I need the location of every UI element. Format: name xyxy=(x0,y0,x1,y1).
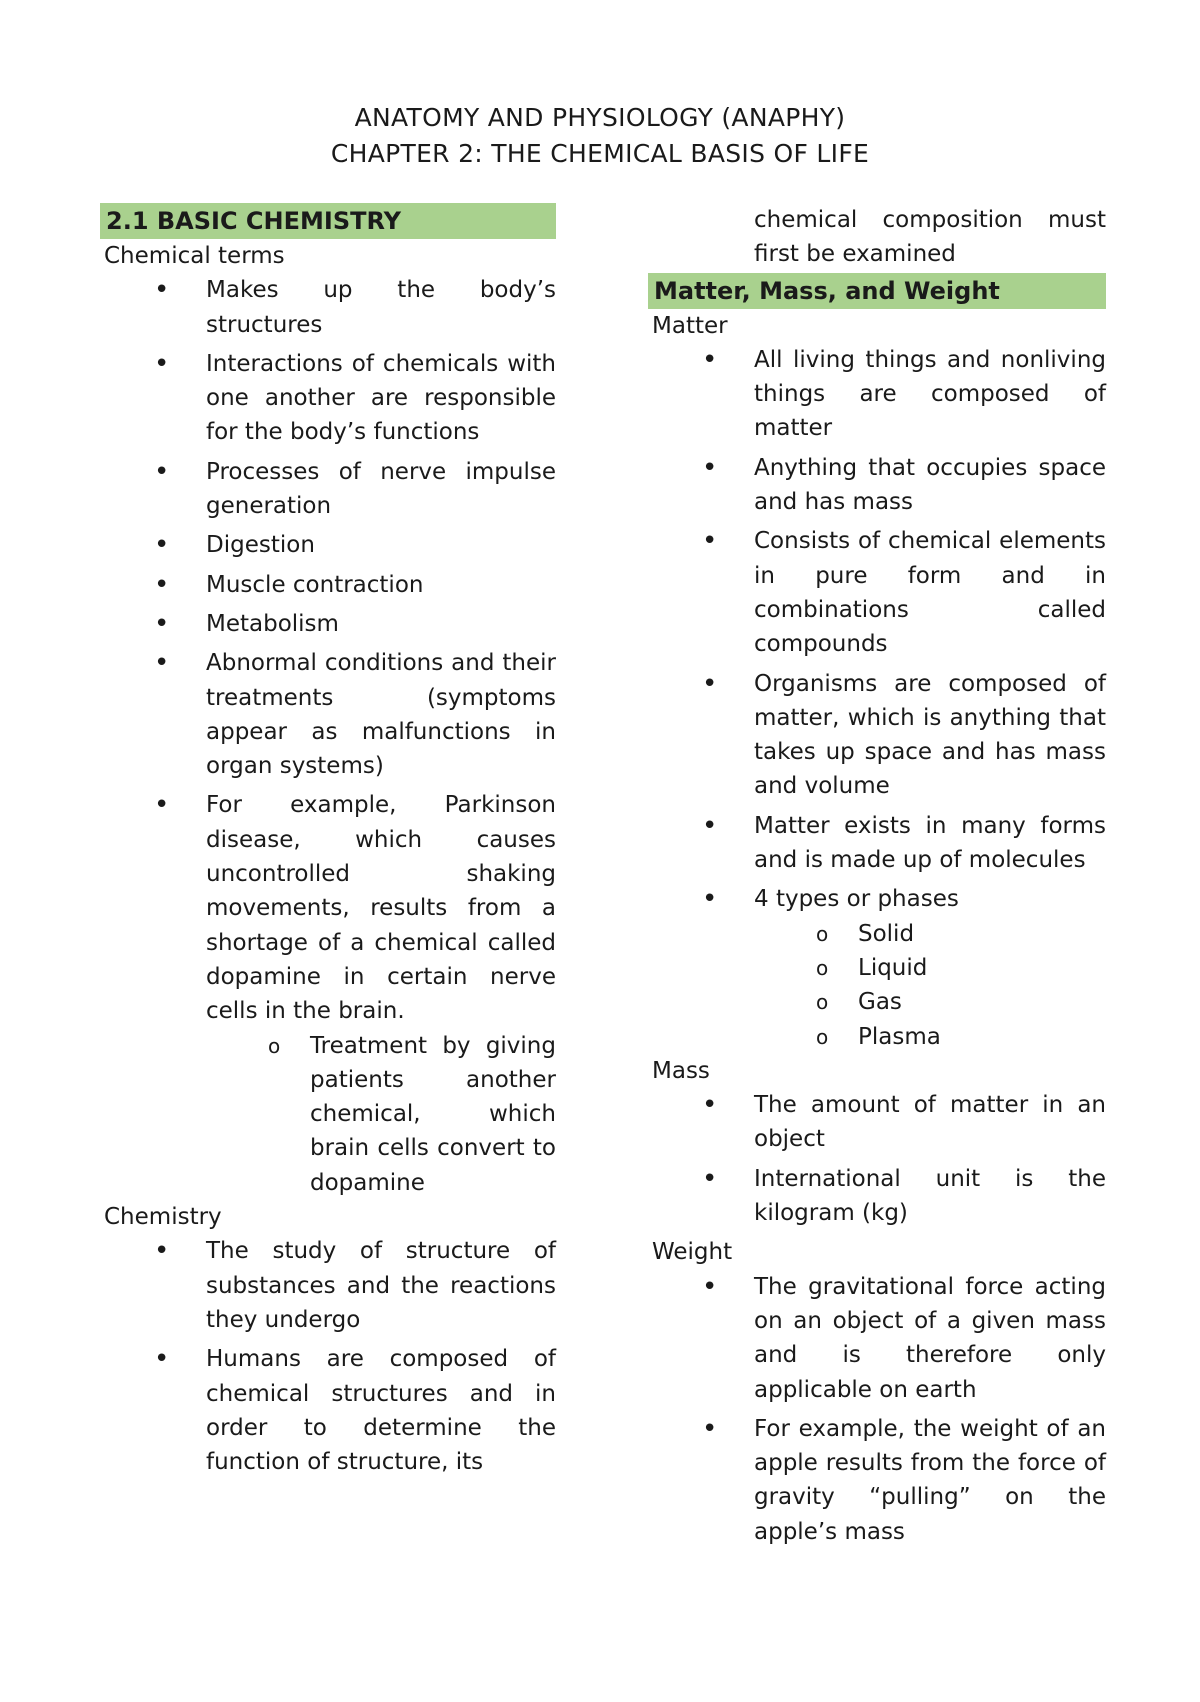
list-item: • Muscle contraction xyxy=(100,568,556,602)
list-item-text: For example, Parkinson disease, which causes uncontrolled shaking movements, results from a shortage of a chemical called dopamine in certain nerve cells in the brain. xyxy=(206,792,556,1025)
course-title: ANATOMY AND PHYSIOLOGY (ANAPHY) xyxy=(354,103,846,132)
term-chemistry: Chemistry xyxy=(104,1204,222,1231)
term-weight: Weight xyxy=(652,1239,733,1266)
list-item: • Consists of chemical elements in pure form and in combinations called compounds xyxy=(648,524,1106,661)
list-item: • Interactions of chemicals with one another are responsible for the body’s functions xyxy=(100,347,556,450)
sub-list-item: o Treatment by giving patients another chemical, which brain cells convert to dopamine xyxy=(206,1029,556,1200)
term-chemical-terms: Chemical terms xyxy=(104,243,285,269)
list-item: • Processes of nerve impulse generation xyxy=(100,455,556,524)
list-item: • Matter exists in many forms and is made up of molecules xyxy=(648,809,1106,878)
chemistry-list xyxy=(100,1234,556,1479)
right-column xyxy=(648,203,1106,1554)
section-heading-basic-chemistry: 2.1 BASIC CHEMISTRY xyxy=(100,203,556,239)
term-mass: Mass xyxy=(652,1057,710,1084)
phases-list xyxy=(754,917,1106,1054)
document-header xyxy=(0,100,1200,172)
list-item: • The amount of matter in an object xyxy=(648,1088,1106,1157)
chemical-terms-list xyxy=(100,273,556,1200)
list-item: • Anything that occupies space and has mass xyxy=(648,451,1106,520)
list-item: • International unit is the kilogram (kg) xyxy=(648,1162,1106,1231)
continued-text: chemical composition must first be examined xyxy=(754,207,1106,268)
list-item: • Digestion xyxy=(100,528,556,562)
sub-list xyxy=(206,1029,556,1200)
list-item: • All living things and nonliving things are composed of matter xyxy=(648,343,1106,446)
list-item xyxy=(648,882,1106,1053)
list-item: • Abnormal conditions and their treatments (symptoms appear as malfunctions in organ systems) xyxy=(100,646,556,783)
list-item: • The study of structure of substances and the reactions they undergo xyxy=(100,1234,556,1337)
mass-list xyxy=(648,1088,1106,1230)
chapter-title: CHAPTER 2: THE CHEMICAL BASIS OF LIFE xyxy=(330,139,870,168)
list-item: • The gravitational force acting on an object of a given mass and is therefore only applicable on earth xyxy=(648,1270,1106,1407)
list-item: • Metabolism xyxy=(100,607,556,641)
list-item: • Humans are composed of chemical structures and in order to determine the function of structure, its xyxy=(100,1342,556,1479)
sub-list-item: o Liquid xyxy=(754,951,1106,985)
sub-list-item: o Solid xyxy=(754,917,1106,951)
list-item: • Organisms are composed of matter, which is anything that takes up space and has mass and volume xyxy=(648,667,1106,804)
section-heading-matter-mass-weight: Matter, Mass, and Weight xyxy=(648,273,1106,309)
left-column xyxy=(100,203,556,1484)
list-item: • For example, the weight of an apple results from the force of gravity “pulling” on the apple’s mass xyxy=(648,1412,1106,1549)
matter-list xyxy=(648,343,1106,1054)
weight-list xyxy=(648,1270,1106,1549)
list-item: • Makes up the body’s structures xyxy=(100,273,556,342)
term-matter: Matter xyxy=(652,312,728,339)
list-item-text: 4 types or phases xyxy=(754,886,959,913)
list-item xyxy=(100,788,556,1200)
sub-list-item: o Gas xyxy=(754,985,1106,1019)
sub-list-item: o Plasma xyxy=(754,1020,1106,1054)
